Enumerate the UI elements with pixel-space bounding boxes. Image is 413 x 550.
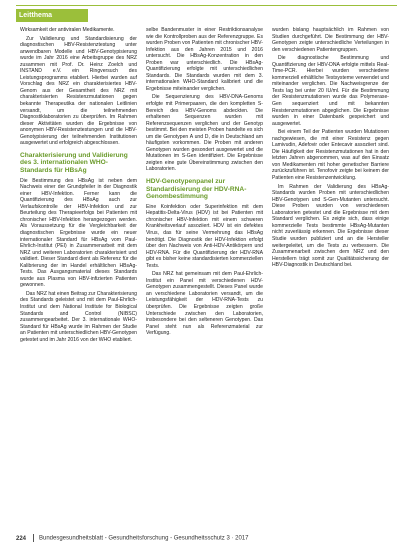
paragraph: Die Bestimmung des HBsAg ist neben dem Nachweis einer der Grundpfeiler in der Diagnostik einer HBV-Infektion. Ferner kann die Quantifizierung des HBsAg auch zur Verlaufskontrolle der HBV-Infektion und zur Beurteilung des Therapieerfolgs bei Patienten mit chronischer HBV-Infektion herangezogen werden. Als Voraussetzung für die Vergleichbarkeit der diagnostischen Ergebnisse wurde ein neuer internationaler Standard für HBsAg vom Paul-Ehrlich-Institut (PEI) in Zusammenarbeit mit dem NRZ und weiteren Laboratorien charakterisiert und validiert. Dieser Standard dient als Referenz für die Kalibrierung der im Handel erhältlichen HBsAg-Tests. Das Ausgangsmaterial dieses Standards wurde aus Plasma von HBV-infizierten Patienten gewonnen. xyxy=(20,177,137,289)
paragraph: Die diagnostische Bestimmung und Quantifizierung der HBV-DNA erfolgte mittels Real-Time-PCR. Hierbei wurden verschiedene kommerziell erhältliche Testsysteme verwendet und miteinander verglichen. Die Nachweisgrenze der Tests lag bei unter 20 IU/ml. Für die Bestimmung der Resistenzmutationen wurde das Polymerase-Gen sequenziert und mit bekannten Resistenzmutationen abgeglichen. Die Ergebnisse wurden in einer Datenbank gespeichert und ausgewertet. xyxy=(272,55,389,127)
paragraph: Das NRZ hat gemeinsam mit dem Paul-Ehrlich-Institut ein Panel mit verschiedenen HDV-Genotypen zusammengestellt. Dieses Panel wurde an verschiedene Laboratorien versandt, um die Leistungsfähigkeit der HDV-RNA-Tests zu überprüfen. Die Ergebnisse zeigten große Unterschiede zwischen den Laboratorien, insbesondere bei den selteneren Genotypen. Das Panel steht nun als Referenzmaterial zur Verfügung. xyxy=(146,271,263,337)
text-column-2 xyxy=(146,27,263,339)
paragraph: wurden bislang hauptsächlich im Rahmen von Studien durchgeführt. Die Bestimmung der HBV-Genotypen zeigte unterschiedliche Verteilungen in den verschiedenen Patientengruppen. xyxy=(272,27,389,53)
paragraph: Im Rahmen der Validierung des HBsAg-Standards wurden Proben mit unterschiedlichen HBV-Genotypen und S-Gen-Mutanten untersucht. Diese Proben wurden von verschiedenen Laboratorien getestet und die Ergebnisse mit dem Standard verglichen. Es zeigte sich, dass einige kommerzielle Tests bestimmte HBsAg-Mutanten nicht zuverlässig erkennen. Die Ergebnisse dieser Studie wurden publiziert und an die Hersteller weitergeleitet, um die Tests zu verbessern. Die Zusammenarbeit zwischen dem NRZ und den Herstellern trägt somit zur Qualitätssicherung der HBV-Diagnostik in Deutschland bei. xyxy=(272,183,389,269)
section-heading: Charakterisierung und Validierung des 3. internationalen WHO-Standards für HBsAg xyxy=(20,151,128,175)
paragraph: Zur Validierung und Standardisierung der diagnostischen HBV-Resistenztestung unter anwendbaren Modelle und HBV-Genotypisierung wurde im Jahr 2016 eine Arbeitsgruppe des NRZ zusammen mit Prof. Dr. Heinz Zoelch und INSTAND e.V. ein Ringversuch des Leistungsprogramms etabliert. Hierbei wurden auf Vorschlag des NRZ ein charakterisiertes HBV-Genom aus der Gesamtheit des NRZ mit charakterisierten Resistenzmutationen gegen bekannte Therapeutika der nationalen Leitlinien versandt, um die teilnehmenden Diagnostiklaboratorien zu überprüfen. Im Rahmen dieser Aktivitäten wurden die Ergebnisse von anonymen HBV-Resistenztestungen und die HBV-Genotypisierung der teilnehmenden Institutionen ausgewertet und erfolgreich abgeschlossen. xyxy=(20,35,137,147)
section-heading: HDV-Genotypenpanel zur Standardisierung der HDV-RNA-Genombestimmung xyxy=(146,178,247,201)
paragraph: Das NRZ hat einen Beitrag zur Charakterisierung des Standards geleistet und mit dem Paul-Ehrlich-Institut und dem National Institute for Biological Standards and Control (NIBSC) zusammengearbeitet. Der 3. internationale WHO-Standard für HBsAg wurde im Rahmen der Studie an Patienten mit unterschiedlichen HBV-Genotypen getestet und im Jahr 2016 von der WHO etabliert. xyxy=(20,290,137,343)
text-column-3 xyxy=(272,27,389,271)
footer-divider xyxy=(33,534,34,542)
paragraph: Bei einem Teil der Patienten wurden Mutationen nachgewiesen, die mit einer Resistenz gegen Lamivudin, Adefovir oder Entecavir assoziiert sind. Die Häufigkeit der Resistenzmutationen hat in den letzten Jahren abgenommen, was auf den Einsatz von Medikamenten mit hoher genetischer Barriere zurückzuführen ist. Tenofovir zeigte bei keinem der Patienten eine Resistenzentwicklung. xyxy=(272,129,389,182)
page-number: 224 xyxy=(16,535,27,542)
paragraph: selbe Bandenmuster in einer Restriktionsanalyse wie die Kontrollproben aus der Referenzgruppe. Es wurden Proben von Patienten mit chronischer HBV-Infektion aus den Jahren 2015 und 2016 untersucht. Die HBsAg-Konzentration in den Proben war unterschiedlich. Die HBsAg-Quantifizierung erfolgte mit unterschiedlichen Standards. Die Standards wurden mit dem 3. internationalen WHO-Standard kalibriert und die Ergebnisse miteinander verglichen. xyxy=(146,27,263,92)
header-rule xyxy=(16,5,397,6)
paragraph: Die Sequenzierung des HBV-DNA-Genoms erfolgte mit Primerpaaren, die den kompletten S-Bereich des HBV-Genoms abdeckten. Die erhaltenen Sequenzen wurden mit Referenzsequenzen verglichen und der Genotyp bestimmt. Bei den meisten Proben handelte es sich um die Genotypen A und D, die in Deutschland am häufigsten vorkommen. Die Proben mit anderen Genotypen wurden gesondert ausgewertet und die Mutationen im S-Gen identifiziert. Die Ergebnisse zeigten eine gute Übereinstimmung zwischen den Laboratorien. xyxy=(146,94,263,173)
text-column-1 xyxy=(20,27,137,345)
journal-name: Bundesgesundheitsblatt - Gesundheitsforschung - Gesundheitsschutz 3 · 2017 xyxy=(39,535,249,542)
paragraph: Eine Koinfektion oder Superinfektion mit dem Hepatitis-Delta-Virus (HDV) ist bei Patienten mit chronischer HBV-Infektion mit einem schweren Krankheitsverlauf assoziiert. HDV ist ein defektes Virus, das für seine Vermehrung das HBsAg benötigt. Die Diagnostik der HDV-Infektion erfolgt über den Nachweis von Anti-HDV-Antikörpern und HDV-RNA. Für die Quantifizierung der HDV-RNA gibt es bisher keine standardisierten kommerziellen Tests. xyxy=(146,203,263,269)
page-footer xyxy=(16,534,397,544)
section-tag: Leitthema xyxy=(16,9,88,22)
paragraph: Wirksamkeit der antiviralen Medikamente. xyxy=(20,27,115,33)
